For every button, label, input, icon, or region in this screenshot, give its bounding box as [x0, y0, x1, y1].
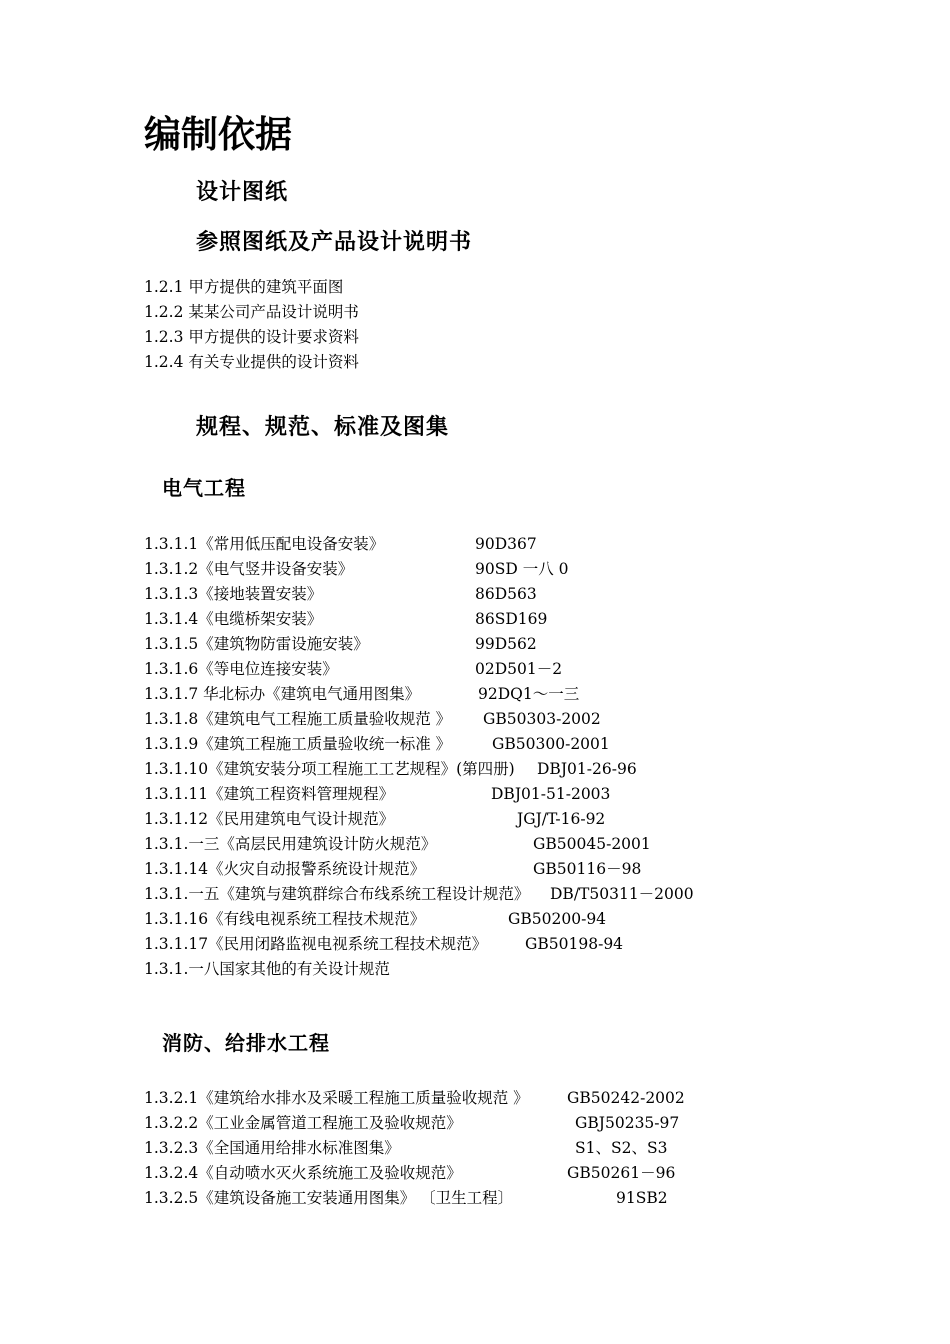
item-label: 1.3.2.4《自动喷水灭火系统施工及验收规范》	[144, 1164, 462, 1182]
page-title: 编制依据	[144, 113, 292, 156]
item-label: 1.3.1.一五《建筑与建筑群综合布线系统工程设计规范》	[144, 885, 530, 903]
item-label: 1.3.1.9《建筑工程施工质量验收统一标准 》	[144, 735, 452, 753]
item-label: 1.3.1.3《接地装置安装》	[144, 585, 323, 603]
item-label: 1.3.1.11《建筑工程资料管理规程》	[144, 785, 395, 803]
item-label: 1.3.1.8《建筑电气工程施工质量验收规范 》	[144, 710, 452, 728]
item-label: 1.3.1.10《建筑安装分项工程施工工艺规程》(第四册)	[144, 760, 515, 778]
item-label: 1.3.2.3《全国通用给排水标准图集》	[144, 1139, 400, 1157]
list-item: 1.2.3 甲方提供的设计要求资料	[144, 328, 359, 346]
item-label: 1.3.1.一八国家其他的有关设计规范	[144, 960, 390, 978]
item-label: 1.3.1.5《建筑物防雷设施安装》	[144, 635, 369, 653]
heading-electrical: 电气工程	[162, 476, 246, 500]
item-label: 1.3.2.5《建筑设备施工安装通用图集》 〔卫生工程〕	[144, 1189, 514, 1207]
item-code: GB50261－96	[567, 1164, 676, 1182]
item-code: 90D367	[475, 535, 537, 553]
item-code: GB50045-2001	[533, 835, 651, 853]
item-code: 91SB2	[616, 1189, 668, 1207]
item-code: GBJ50235-97	[575, 1114, 680, 1132]
item-code: 92DQ1～一三	[478, 685, 580, 703]
item-code: DB/T50311－2000	[550, 885, 694, 903]
heading-design-drawings: 设计图纸	[196, 180, 289, 205]
item-label: 1.3.1.1《常用低压配电设备安装》	[144, 535, 385, 553]
item-label: 1.3.1.4《电缆桥架安装》	[144, 610, 323, 628]
item-code: 99D562	[475, 635, 537, 653]
heading-standards: 规程、规范、标准及图集	[196, 415, 450, 440]
item-code: 02D501－2	[475, 660, 563, 678]
list-item: 1.2.2 某某公司产品设计说明书	[144, 303, 359, 321]
item-label: 1.3.1.7 华北标办《建筑电气通用图集》	[144, 685, 421, 703]
item-label: 1.3.1.17《民用闭路监视电视系统工程技术规范》	[144, 935, 488, 953]
item-code: DBJ01-51-2003	[491, 785, 611, 803]
item-label: 1.3.2.2《工业金属管道工程施工及验收规范》	[144, 1114, 462, 1132]
item-label: 1.3.2.1《建筑给水排水及采暖工程施工质量验收规范 》	[144, 1089, 529, 1107]
item-label: 1.3.1.12《民用建筑电气设计规范》	[144, 810, 395, 828]
item-code: GB50242-2002	[567, 1089, 685, 1107]
item-label: 1.3.1.2《电气竖井设备安装》	[144, 560, 354, 578]
item-code: GB50116－98	[533, 860, 642, 878]
item-code: GB50198-94	[525, 935, 624, 953]
item-label: 1.3.1.6《等电位连接安装》	[144, 660, 338, 678]
list-item: 1.2.4 有关专业提供的设计资料	[144, 353, 359, 371]
item-code: 86SD169	[475, 610, 548, 628]
item-label: 1.3.1.一三《高层民用建筑设计防火规范》	[144, 835, 437, 853]
item-label: 1.3.1.16《有线电视系统工程技术规范》	[144, 910, 426, 928]
item-code: GB50200-94	[508, 910, 607, 928]
item-code: 90SD 一八 0	[475, 560, 569, 578]
item-code: GB50300-2001	[492, 735, 610, 753]
item-code: 86D563	[475, 585, 537, 603]
heading-reference: 参照图纸及产品设计说明书	[196, 230, 473, 255]
item-code: S1、S2、S3	[575, 1139, 668, 1157]
item-code: JGJ/T-16-92	[517, 810, 606, 828]
item-code: DBJ01-26-96	[537, 760, 637, 778]
item-label: 1.3.1.14《火灾自动报警系统设计规范》	[144, 860, 426, 878]
item-code: GB50303-2002	[483, 710, 601, 728]
list-item: 1.2.1 甲方提供的建筑平面图	[144, 278, 344, 296]
heading-fire-water: 消防、给排水工程	[162, 1031, 330, 1055]
